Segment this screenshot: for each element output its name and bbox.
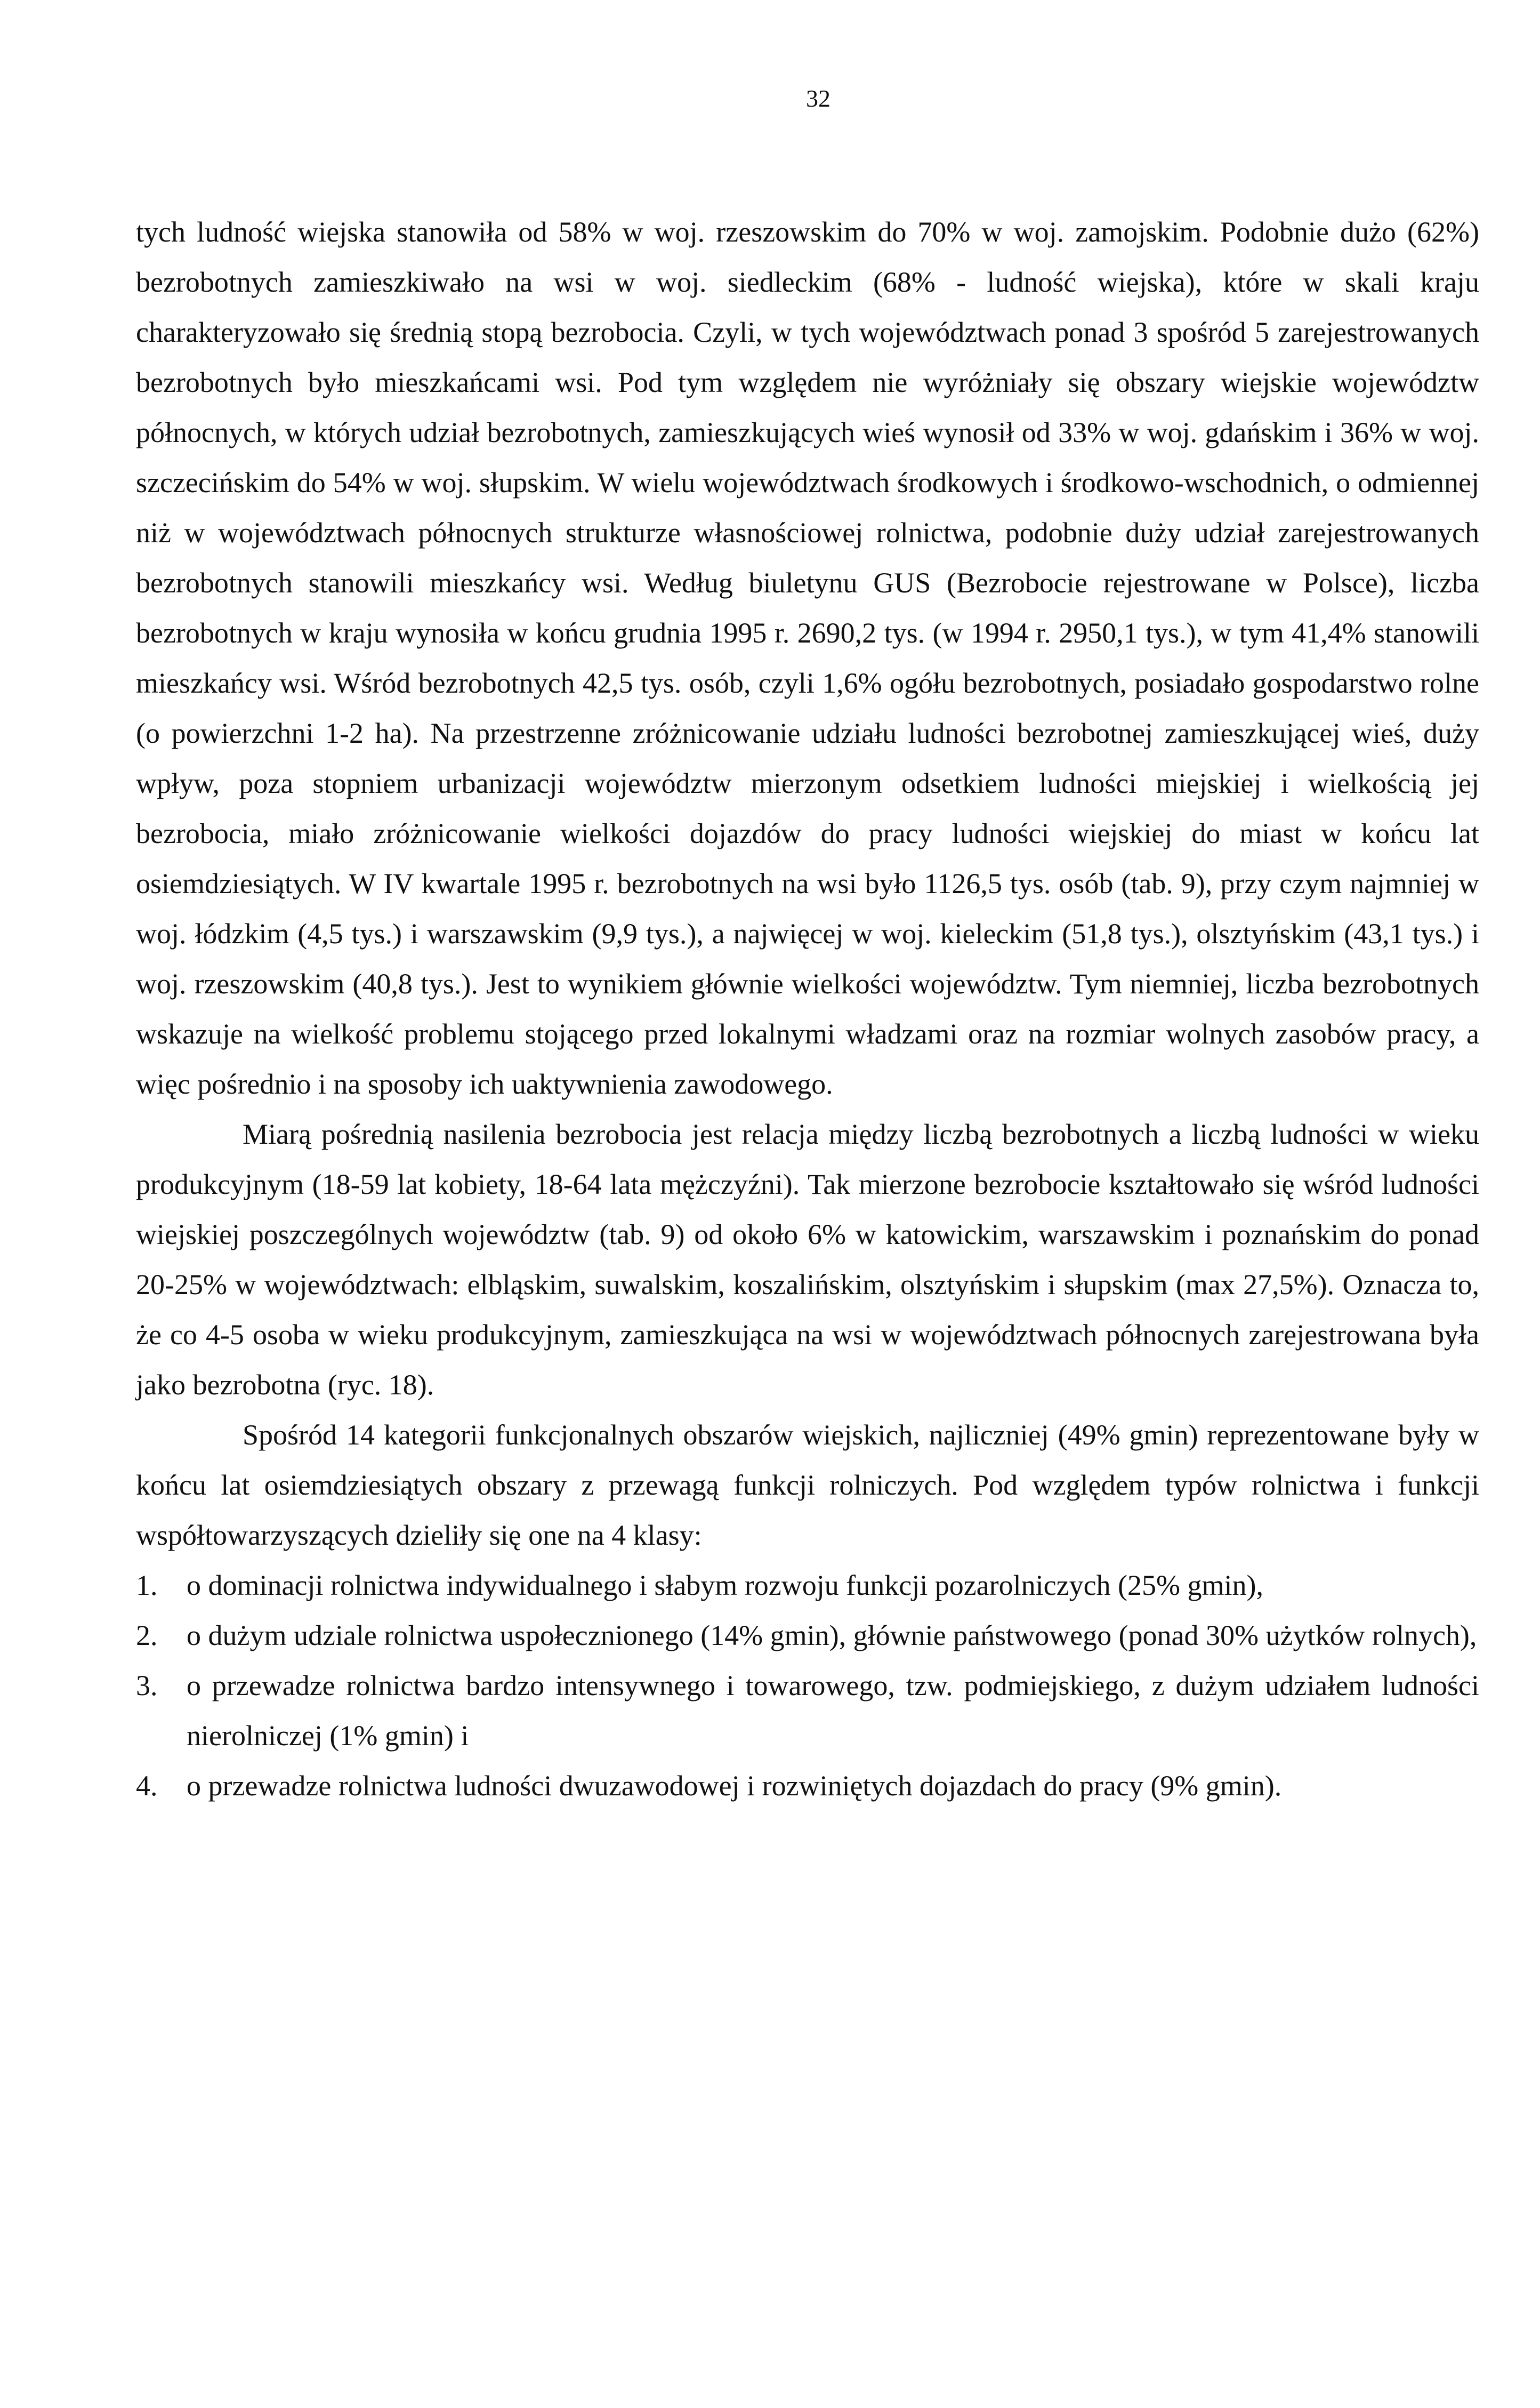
paragraph-1: tych ludność wiejska stanowiła od 58% w woj. rzeszowskim do 70% w woj. zamojskim. Podobnie dużo (62%) bezrobotnych zamieszkiwało na wsi w woj. siedleckim (68% - ludność wiejska), które w skali kraju charakteryzowało się średnią stopą bezrobocia. Czyli, w tych województwach ponad 3 spośród 5 zarejestrowanych bezrobotnych było mieszkańcami wsi. Pod tym względem nie wyróżniały się obszary wiejskie województw północnych, w których udział bezrobotnych, zamieszkujących wieś wynosił od 33% w woj. gdańskim i 36% w woj. szczecińskim do 54% w woj. słupskim. W wielu województwach środkowych i środkowo-wschodnich, o odmiennej niż w województwach północnych strukturze własnościowej rolnictwa, podobnie duży udział zarejestrowanych bezrobotnych stanowili mieszkańcy wsi. Według biuletynu GUS (Bezrobocie rejestrowane w Polsce), liczba bezrobotnych w kraju wynosiła w końcu grudnia 1995 r. 2690,2 tys. (w 1994 r. 2950,1 tys.), w tym 41,4% stanowili mieszkańcy wsi. Wśród bezrobotnych 42,5 tys. osób, czyli 1,6% ogółu bezrobotnych, posiadało gospodarstwo rolne (o powierzchni 1-2 ha). Na przestrzenne zróżnicowanie udziału ludności bezrobotnej zamieszkującej wieś, duży wpływ, poza stopniem urbanizacji województw mierzonym odsetkiem ludności miejskiej i wielkością jej bezrobocia, miało zróżnicowanie wielkości dojazdów do pracy ludności wiejskiej do miast w końcu lat osiemdziesiątych. W IV kwartale 1995 r. bezrobotnych na wsi było 1126,5 tys. osób (tab. 9), przy czym najmniej w woj. łódzkim (4,5 tys.) i warszawskim (9,9 tys.), a najwięcej w woj. kieleckim (51,8 tys.), olsztyńskim (43,1 tys.) i woj. rzeszowskim (40,8 tys.). Jest to wynikiem głównie wielkości województw. Tym niemniej, liczba bezrobotnych wskazuje na wielkość problemu stojącego przed lokalnymi władzami oraz na rozmiar wolnych zasobów pracy, a więc pośrednio i na sposoby ich uaktywnienia zawodowego. — [136, 216, 1479, 1100]
list-item-text: o dużym udziale rolnictwa uspołecznionego (14% gmin), głównie państwowego (ponad 30% użytków rolnych), — [187, 1619, 1477, 1651]
list-item-number: 1. — [136, 1569, 158, 1601]
list-item — [136, 1660, 1479, 1761]
numbered-list — [136, 1560, 1479, 1811]
list-item-text: o dominacji rolnictwa indywidualnego i słabym rozwoju funkcji pozarolniczych (25% gmin), — [187, 1569, 1263, 1601]
document-page — [136, 85, 1479, 1811]
list-item — [136, 1761, 1479, 1811]
list-item-number: 3. — [136, 1669, 158, 1701]
paragraph-3: Spośród 14 kategorii funkcjonalnych obszarów wiejskich, najliczniej (49% gmin) reprezentowane były w końcu lat osiemdziesiątych obszary z przewagą funkcji rolniczych. Pod względem typów rolnictwa i funkcji współtowarzyszących dzieliły się one na 4 klasy: — [136, 1419, 1479, 1551]
page-number: 32 — [806, 85, 831, 112]
paragraph-2: Miarą pośrednią nasilenia bezrobocia jest relacja między liczbą bezrobotnych a liczbą ludności w wieku produkcyjnym (18-59 lat kobiety, 18-64 lata mężczyźni). Tak mierzone bezrobocie kształtowało się wśród ludności wiejskiej poszczególnych województw (tab. 9) od około 6% w katowickim, warszawskim i poznańskim do ponad 20-25% w województwach: elbląskim, suwalskim, koszalińskim, olsztyńskim i słupskim (max 27,5%). Oznacza to, że co 4-5 osoba w wieku produkcyjnym, zamieszkująca na wsi w województwach północnych zarejestrowana była jako bezrobotna (ryc. 18). — [136, 1118, 1479, 1401]
list-item-text: o przewadze rolnictwa bardzo intensywnego i towarowego, tzw. podmiejskiego, z dużym udziałem ludności nierolniczej (1% gmin) i — [187, 1669, 1479, 1752]
list-item-number: 2. — [136, 1619, 158, 1651]
list-item-text: o przewadze rolnictwa ludności dwuzawodowej i rozwiniętych dojazdach do pracy (9% gmin). — [187, 1770, 1282, 1802]
list-item — [136, 1560, 1479, 1610]
list-item-number: 4. — [136, 1770, 158, 1802]
list-item — [136, 1610, 1479, 1660]
